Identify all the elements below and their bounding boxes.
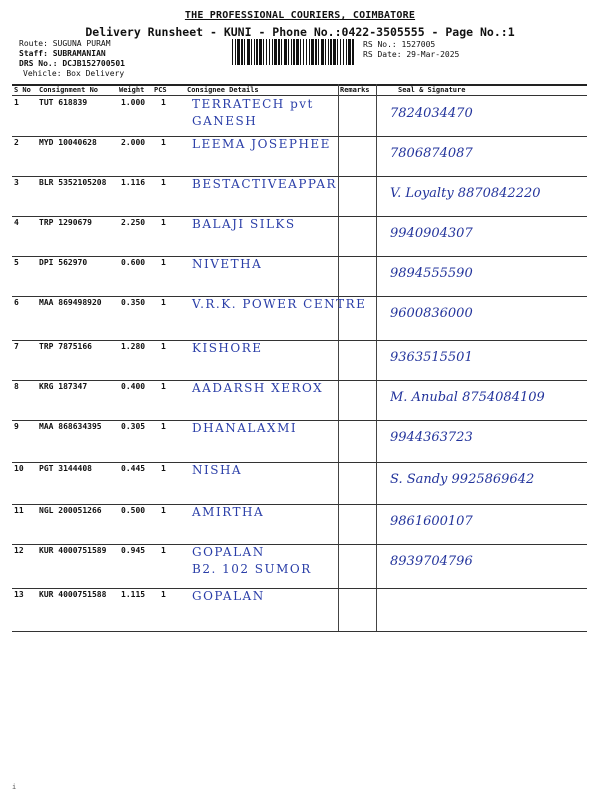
consignee-handwritten: AMIRTHA — [192, 505, 265, 519]
signature-handwritten: 7806874087 — [390, 146, 473, 161]
consignment-number: TUT 618839 — [39, 98, 88, 107]
row-sno: 3 — [14, 178, 19, 187]
table-row — [12, 588, 587, 631]
table-row — [12, 504, 587, 544]
consignee-handwritten: KISHORE — [192, 341, 263, 355]
signature-handwritten: S. Sandy 9925869642 — [390, 472, 535, 487]
rs-date: RS Date: 29-Mar-2025 — [363, 50, 460, 59]
col-header-consignee: Consignee Details — [187, 86, 259, 94]
runsheet-title: Delivery Runsheet - KUNI - Phone No.:0422-3505555 - Page No.:1 — [85, 25, 515, 39]
table-row — [12, 544, 587, 588]
footer-mark: i — [12, 783, 17, 791]
pcs-value: 1 — [161, 422, 166, 431]
row-sno: 5 — [14, 258, 19, 267]
row-sno: 8 — [14, 382, 19, 391]
col-header-consignment: Consignment No — [39, 86, 99, 94]
pcs-value: 1 — [161, 546, 166, 555]
consignment-number: MAA 868634395 — [39, 422, 102, 431]
table-row — [12, 462, 587, 504]
consignment-number: PGT 3144408 — [39, 464, 92, 473]
consignee-handwritten: GOPALAN B2. 102 SUMOR — [192, 545, 312, 576]
consignee-handwritten: BESTACTIVEAPPAR — [192, 177, 338, 191]
consignment-number: KUR 4000751589 — [39, 546, 107, 555]
pcs-value: 1 — [161, 178, 166, 187]
pcs-value: 1 — [161, 258, 166, 267]
route-label: Route: SUGUNA PURAM — [19, 39, 111, 48]
signature-handwritten: 9944363723 — [390, 430, 473, 445]
consignee-handwritten: V.R.K. POWER CENTRE — [192, 297, 367, 311]
row-sno: 7 — [14, 342, 19, 351]
consignment-number: MYD 10040628 — [39, 138, 97, 147]
weight-value: 1.115 — [121, 590, 146, 599]
pcs-value: 1 — [161, 464, 166, 473]
company-name: THE PROFESSIONAL COURIERS, COIMBATORE — [184, 10, 416, 21]
pcs-value: 1 — [161, 590, 166, 599]
weight-value: 1.116 — [121, 178, 146, 187]
weight-value: 0.305 — [121, 422, 146, 431]
drs-number: DRS No.: DCJB152700501 — [19, 59, 125, 68]
pcs-value: 1 — [161, 218, 166, 227]
weight-value: 0.500 — [121, 506, 146, 515]
signature-handwritten: 7824034470 — [390, 106, 473, 121]
vehicle-label: Vehicle: Box Delivery — [23, 69, 125, 78]
row-sno: 6 — [14, 298, 19, 307]
row-sno: 13 — [14, 590, 24, 599]
weight-value: 0.445 — [121, 464, 146, 473]
consignment-number: TRP 7875166 — [39, 342, 92, 351]
table-row — [12, 256, 587, 296]
signature-handwritten: 9894555590 — [390, 266, 473, 281]
consignment-number: BLR 5352105208 — [39, 178, 107, 187]
row-sno: 1 — [14, 98, 19, 107]
table-row — [12, 136, 587, 176]
consignment-number: KUR 4000751588 — [39, 590, 107, 599]
consignee-handwritten: DHANALAXMI — [192, 421, 298, 435]
pcs-value: 1 — [161, 138, 166, 147]
signature-handwritten: 9861600107 — [390, 514, 473, 529]
row-sno: 10 — [14, 464, 24, 473]
weight-value: 2.250 — [121, 218, 146, 227]
row-sno: 9 — [14, 422, 19, 431]
consignee-handwritten: NISHA — [192, 463, 243, 477]
weight-value: 0.400 — [121, 382, 146, 391]
col-header-sno: S No — [14, 86, 31, 94]
table-row — [12, 296, 587, 340]
consignment-number: NGL 200051266 — [39, 506, 102, 515]
row-sno: 12 — [14, 546, 24, 555]
consignee-handwritten: GOPALAN — [192, 589, 265, 603]
runsheet-meta-right — [363, 40, 459, 60]
row-sno: 2 — [14, 138, 19, 147]
runsheet-meta-left — [19, 39, 125, 79]
signature-handwritten: 9940904307 — [390, 226, 473, 241]
table-row — [12, 380, 587, 420]
barcode-image — [232, 39, 354, 65]
weight-value: 0.600 — [121, 258, 146, 267]
col-header-weight: Weight — [119, 86, 145, 94]
row-sno: 4 — [14, 218, 19, 227]
consignment-number: MAA 869498920 — [39, 298, 102, 307]
signature-handwritten: 9363515501 — [390, 350, 473, 365]
consignment-number: KRG 187347 — [39, 382, 88, 391]
signature-handwritten: 9600836000 — [390, 306, 473, 321]
table-row — [12, 340, 587, 380]
consignee-handwritten: BALAJI SILKS — [192, 217, 296, 231]
col-header-pcs: PCS — [154, 86, 167, 94]
pcs-value: 1 — [161, 506, 166, 515]
table-row — [12, 420, 587, 462]
pcs-value: 1 — [161, 382, 166, 391]
weight-value: 1.000 — [121, 98, 146, 107]
runsheet-table — [12, 84, 587, 633]
table-row — [12, 176, 587, 216]
consignment-number: DPI 562970 — [39, 258, 88, 267]
signature-handwritten: M. Anubal 8754084109 — [390, 390, 545, 405]
col-header-signature: Seal & Signature — [398, 86, 466, 94]
col-header-remarks: Remarks — [340, 86, 370, 94]
rs-number: RS No.: 1527005 — [363, 40, 436, 49]
consignment-number: TRP 1290679 — [39, 218, 92, 227]
pcs-value: 1 — [161, 342, 166, 351]
weight-value: 1.280 — [121, 342, 146, 351]
signature-handwritten: V. Loyalty 8870842220 — [390, 186, 541, 201]
pcs-value: 1 — [161, 298, 166, 307]
signature-handwritten: 8939704796 — [390, 554, 473, 569]
consignee-handwritten: AADARSH XEROX — [192, 381, 324, 395]
table-row — [12, 96, 587, 136]
consignee-handwritten: LEEMA JOSEPHEE — [192, 137, 331, 151]
pcs-value: 1 — [161, 98, 166, 107]
weight-value: 0.945 — [121, 546, 146, 555]
table-row — [12, 216, 587, 256]
staff-label: Staff: SUBRAMANIAN — [19, 49, 106, 58]
weight-value: 2.000 — [121, 138, 146, 147]
row-sno: 11 — [14, 506, 24, 515]
consignee-handwritten: TERRATECH pvt GANESH — [192, 97, 314, 128]
weight-value: 0.350 — [121, 298, 146, 307]
consignee-handwritten: NIVETHA — [192, 257, 263, 271]
